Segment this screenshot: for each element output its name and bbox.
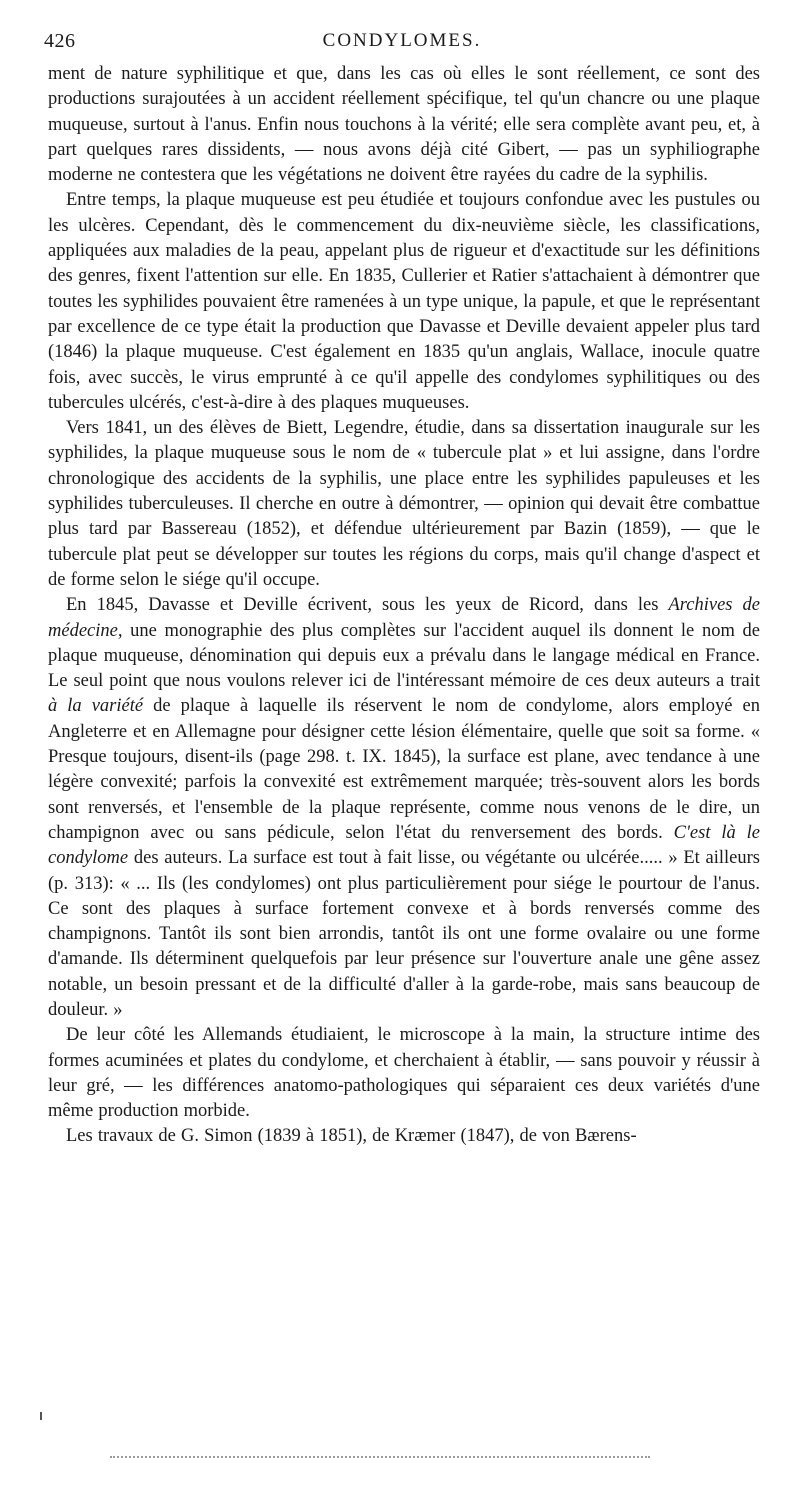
text-run: Vers 1841, un des élèves de Biett, Legendre, étudie, dans sa dissertation inaugurale sur les syphilides, la plaque muqueuse sous le nom de « tubercule plat » et lui assigne, dans l'ordre chronologique des accidents de la syphilis, une place entre les syphilides papuleuses et les syphilides tuberculeuses. Il cherche en outre à démontrer, — opinion qui devait être combattue plus tard par Bassereau (1852), et défendue ultérieurement par Bazin (1859), — que le tubercule plat peut se développer sur toutes les régions du corps, mais qu'il change d'aspect et de forme selon le siége qu'il occupe.: [48, 418, 760, 590]
body-text: [48, 62, 760, 1150]
text-run: ment de nature syphilitique et que, dans les cas où elles le sont réellement, ce sont des productions surajoutées à un accident réellement spécifique, tel qu'un chancre ou une plaque muqueuse, surtout à l'anus. Enfin nous touchons à la vérité; elle sera complète avant peu, et, à part quelques rares dissidents, — nous avons déjà cité Gibert, — pas un syphiliographe moderne ne contestera que les végétations ne doivent être rayées du cadre de la syphilis.: [48, 64, 760, 186]
paragraph: [48, 1023, 760, 1124]
text-run: En 1845, Davasse et Deville écrivent, sous les yeux de Ricord, dans les: [66, 595, 669, 616]
paragraph: [48, 188, 760, 416]
paragraph: [48, 416, 760, 593]
text-run: De leur côté les Allemands étudiaient, le microscope à la main, la structure intime des formes acuminées et plates du condylome, et cherchaient à établir, — sans pouvoir y réussir à leur gré, — les différences anatomo-pathologiques qui séparaient ces deux variétés d'une même production morbide.: [48, 1025, 760, 1122]
text-run: de plaque à laquelle ils réservent le nom de condylome, alors employé en Angleterre et en Allemagne pour désigner cette lésion élémentaire, quelle que soit sa forme. « Presque toujours, disent-ils (page 298. t. IX. 1845), la surface est plane, avec tendance à une légère convexité; parfois la convexité est extrêmement marquée; très-souvent alors les bords sont renversés, et l'ensemble de la plaque représente, comme nous venons de le dire, un champignon avec ou sans pédicule, selon l'état du renversement des bords.: [48, 696, 760, 843]
page-header: [44, 30, 760, 62]
footer-rule: [110, 1454, 650, 1458]
text-run: Entre temps, la plaque muqueuse est peu étudiée et toujours confondue avec les pustules ou les ulcères. Cependant, dès le commencement du dix-neuvième siècle, les classifications, appliquées aux maladies de la peau, appelant plus de rigueur et d'exactitude sur les définitions des genres, fixent l'attention sur elle. En 1835, Cullerier et Ratier s'attachaient à démontrer que toutes les syphilides pouvaient être ramenées à un type unique, la papule, et que le représentant par excellence de ce type était la production que Davasse et Deville devaient appeler plus tard (1846) la plaque muqueuse. C'est également en 1835 qu'un anglais, Wallace, inocule quatre fois, avec succès, le virus emprunté à ce qu'il appelle des condylomes syphilitiques ou des tubercules ulcérés, c'est-à-dire à des plaques muqueuses.: [48, 190, 760, 413]
print-mark: [40, 1412, 42, 1420]
paragraph: [48, 593, 760, 1023]
italic-text: à la variété: [48, 696, 144, 717]
text-run: Les travaux de G. Simon (1839 à 1851), de Kræmer (1847), de von Bærens-: [66, 1126, 637, 1147]
text-run: une monographie des plus complètes sur l'accident auquel ils donnent le nom de plaque muqueuse, dénomination qui depuis eux a prévalu dans le langage médical en France. Le seul point que nous voulons relever ici de l'intéressant mémoire de ces deux auteurs a trait: [48, 620, 760, 692]
italic-text: C'est là le condylome: [48, 822, 760, 869]
paragraph: [48, 1124, 760, 1149]
italic-text: Archives de médecine,: [48, 595, 760, 641]
text-run: des auteurs. La surface est tout à fait lisse, ou végétante ou ulcérée..... » Et ailleurs (p. 313): « ... Ils (les condylomes) ont plus particulièrement pour siége le pourtour de l'anus. Ce sont des plaques à surface fortement convexe et à bords renversés comme des champignons. Tantôt ils sont bien arrondis, tantôt ils ont une forme ovalaire ou une forme d'amande. Ils déterminent quelquefois par leur présence sur l'ouverture anale une gêne assez notable, un besoin pressant et de la difficulté d'aller à la garde-robe, mais sans beaucoup de douleur. »: [48, 848, 760, 1020]
page-number: 426: [44, 30, 76, 52]
running-title: CONDYLOMES.: [322, 30, 482, 51]
paragraph: [48, 62, 760, 188]
